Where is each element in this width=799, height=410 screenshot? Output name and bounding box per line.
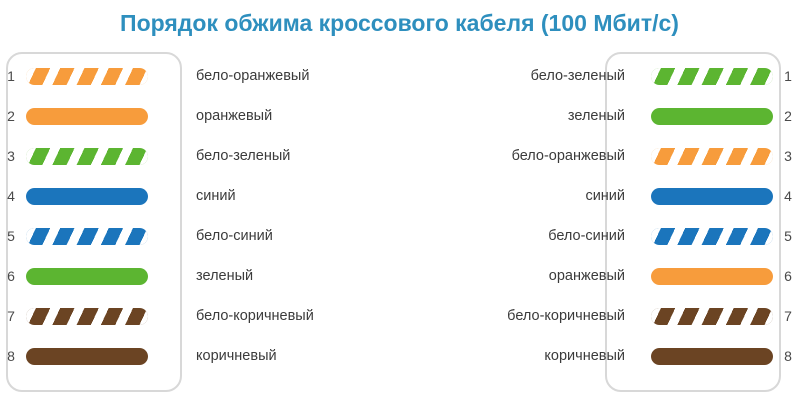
pin-number: 3	[7, 148, 15, 164]
wire-label: оранжевый	[548, 268, 625, 284]
pin-number: 2	[784, 108, 792, 124]
pin-number: 7	[784, 308, 792, 324]
pin-number: 5	[784, 228, 792, 244]
wire-row	[399, 256, 799, 296]
wire-swatch	[26, 268, 148, 285]
pin-number: 1	[784, 68, 792, 84]
wire-row	[399, 296, 799, 336]
wire-swatch	[651, 228, 773, 245]
wire-label: синий	[196, 188, 236, 204]
wire-swatch	[26, 308, 148, 325]
wire-label: бело-коричневый	[507, 308, 625, 324]
wire-row	[0, 336, 400, 376]
wire-label: бело-зеленый	[196, 148, 291, 164]
wire-swatch	[651, 108, 773, 125]
wire-swatch	[26, 188, 148, 205]
wire-swatch	[26, 148, 148, 165]
pin-number: 7	[7, 308, 15, 324]
wire-swatch	[651, 268, 773, 285]
wire-row	[0, 176, 400, 216]
wire-label: зеленый	[196, 268, 254, 284]
wire-row	[399, 176, 799, 216]
wire-row	[0, 296, 400, 336]
pin-number: 3	[784, 148, 792, 164]
pin-number: 6	[784, 268, 792, 284]
wire-list-left	[0, 56, 400, 396]
wire-row	[399, 136, 799, 176]
wire-label: бело-оранжевый	[511, 148, 625, 164]
wire-label: бело-зеленый	[530, 68, 625, 84]
wire-label: бело-синий	[196, 228, 273, 244]
wire-label: бело-оранжевый	[196, 68, 310, 84]
wire-swatch	[651, 188, 773, 205]
wire-label: бело-синий	[548, 228, 625, 244]
wire-label: оранжевый	[196, 108, 273, 124]
wire-row	[0, 216, 400, 256]
wire-swatch	[26, 68, 148, 85]
wire-row	[399, 96, 799, 136]
wire-swatch	[651, 148, 773, 165]
wire-label: синий	[585, 188, 625, 204]
wire-row	[0, 96, 400, 136]
wire-label: коричневый	[544, 348, 625, 364]
wire-list-right	[399, 56, 799, 396]
wire-row	[399, 336, 799, 376]
wire-swatch	[26, 348, 148, 365]
pin-number: 5	[7, 228, 15, 244]
wire-row	[0, 56, 400, 96]
wire-label: зеленый	[567, 108, 625, 124]
pin-number: 6	[7, 268, 15, 284]
pin-number: 8	[7, 348, 15, 364]
wire-label: коричневый	[196, 348, 277, 364]
pin-number: 8	[784, 348, 792, 364]
pin-number: 2	[7, 108, 15, 124]
wire-label: бело-коричневый	[196, 308, 314, 324]
wire-swatch	[651, 348, 773, 365]
wire-swatch	[26, 228, 148, 245]
pin-number: 1	[7, 68, 15, 84]
page-title: Порядок обжима кроссового кабеля (100 Мбит/с)	[120, 10, 679, 36]
pin-number: 4	[784, 188, 792, 204]
wire-row	[399, 56, 799, 96]
wire-row	[0, 256, 400, 296]
wire-swatch	[651, 308, 773, 325]
wire-row	[399, 216, 799, 256]
pin-number: 4	[7, 188, 15, 204]
wire-row	[0, 136, 400, 176]
wire-swatch	[26, 108, 148, 125]
wire-swatch	[651, 68, 773, 85]
